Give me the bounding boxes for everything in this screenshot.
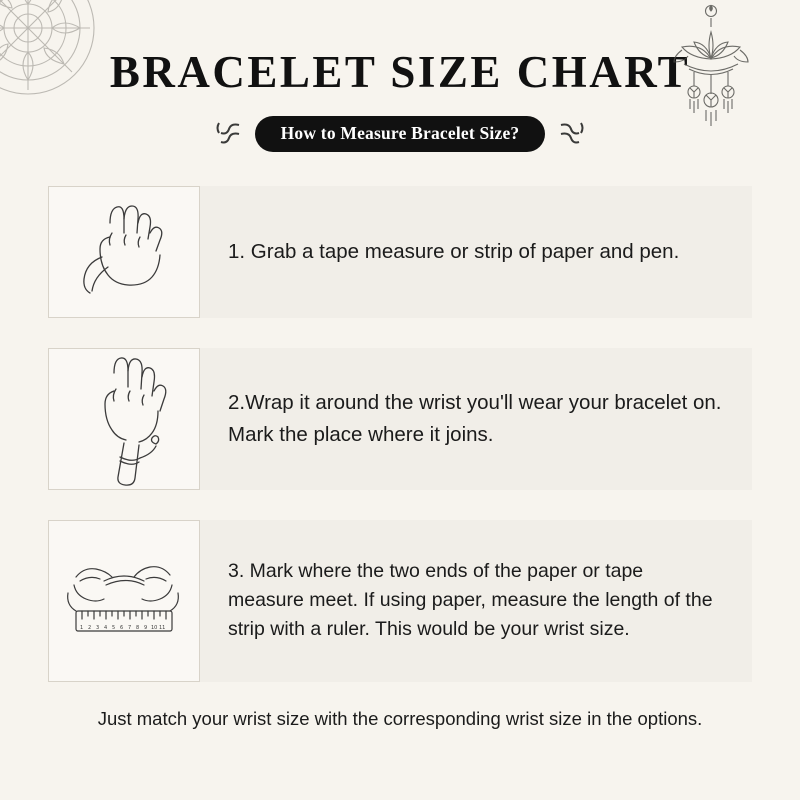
step-3-text: 3. Mark where the two ends of the paper or tape measure meet. If using paper, measure the length of the strip with a ruler. This would be your wrist size. — [228, 559, 713, 641]
footer-note: Just match your wrist size with the corresponding wrist size in the options. — [97, 707, 703, 729]
svg-text:11: 11 — [159, 624, 166, 631]
hand-fist-with-tape-icon — [64, 193, 184, 311]
svg-text:4: 4 — [104, 624, 108, 631]
list-item — [48, 520, 752, 682]
svg-text:1: 1 — [80, 624, 84, 631]
header — [0, 0, 800, 152]
step-1-text: 1. Grab a tape measure or strip of paper and pen. — [228, 239, 680, 263]
svg-text:3: 3 — [96, 624, 100, 631]
flourish-right-icon — [557, 121, 587, 147]
svg-text:6: 6 — [120, 624, 124, 631]
svg-text:8: 8 — [136, 624, 140, 631]
step-2-text: 2.Wrap it around the wrist you'll wear your bracelet on. Mark the place where it joins. — [228, 390, 722, 446]
list-item — [48, 348, 752, 490]
step-3-figure — [48, 520, 200, 682]
step-1-figure — [48, 186, 200, 318]
flourish-left-icon — [213, 121, 243, 147]
step-2-figure — [48, 348, 200, 490]
hand-wrist-wrapped-tape-icon — [64, 349, 184, 489]
subtitle-row — [0, 116, 800, 152]
svg-text:10: 10 — [151, 624, 158, 631]
svg-text:7: 7 — [128, 624, 132, 631]
page-title: BRACELET SIZE CHART — [109, 47, 691, 97]
hands-measuring-ruler-icon — [58, 541, 190, 661]
svg-text:9: 9 — [144, 624, 148, 631]
subtitle-pill: How to Measure Bracelet Size? — [255, 116, 546, 152]
svg-text:2: 2 — [88, 624, 92, 631]
svg-text:5: 5 — [112, 624, 116, 631]
list-item — [48, 186, 752, 318]
steps-list — [0, 186, 800, 682]
